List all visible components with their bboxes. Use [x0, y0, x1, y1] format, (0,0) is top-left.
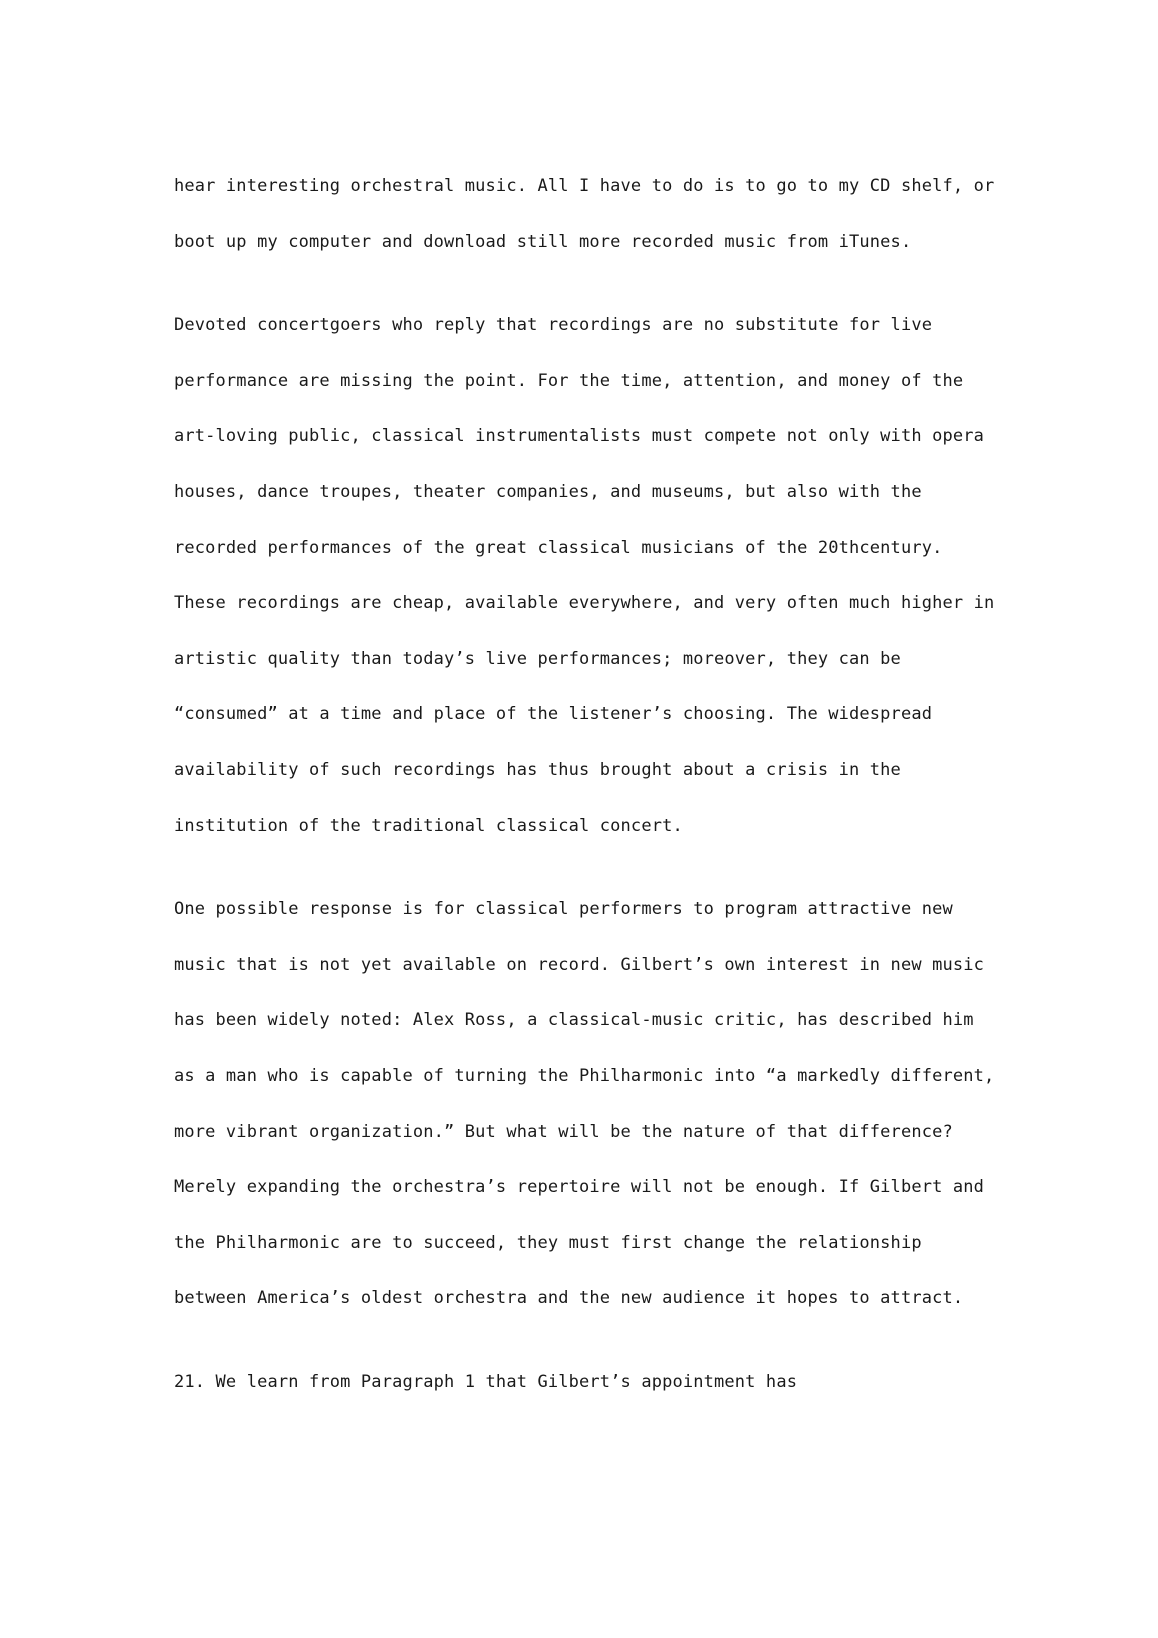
- text-line: has been widely noted: Alex Ross, a classical-music critic, has described him: [174, 1010, 974, 1031]
- text-line: Devoted concertgoers who reply that recordings are no substitute for live: [174, 315, 933, 336]
- text-line: music that is not yet available on record. Gilbert’s own interest in new music: [174, 954, 985, 975]
- text-line: more vibrant organization.” But what will be the nature of that difference?: [174, 1121, 953, 1142]
- question-stem: 21. We learn from Paragraph 1 that Gilbert’s appointment has: [174, 1371, 798, 1392]
- text-line: the Philharmonic are to succeed, they must first change the relationship: [174, 1232, 922, 1253]
- text-line: These recordings are cheap, available everywhere, and very often much higher in: [174, 593, 995, 614]
- question-21: [174, 1368, 1004, 1424]
- text-line: One possible response is for classical performers to program attractive new: [174, 899, 953, 920]
- text-line: houses, dance troupes, theater companies, and museums, but also with the: [174, 481, 922, 502]
- text-line: institution of the traditional classical concert.: [174, 815, 683, 836]
- text-line: art-loving public, classical instrumentalists must compete not only with opera: [174, 426, 985, 447]
- text-line: artistic quality than today’s live performances; moreover, they can be: [174, 648, 901, 669]
- paragraph-1: [174, 172, 1004, 283]
- text-line: “consumed” at a time and place of the listener’s choosing. The widespread: [174, 704, 933, 725]
- text-line: hear interesting orchestral music. All I have to do is to go to my CD shelf, or: [174, 176, 995, 196]
- text-line: recorded performances of the great classical musicians of the 20thcentury.: [174, 537, 943, 558]
- paragraph-3: [174, 895, 1004, 1340]
- paragraph-2: [174, 311, 1004, 867]
- text-line: availability of such recordings has thus brought about a crisis in the: [174, 759, 901, 780]
- paragraph-gap: [174, 867, 1004, 895]
- text-line: between America’s oldest orchestra and the new audience it hopes to attract.: [174, 1288, 964, 1309]
- text-line: Merely expanding the orchestra’s repertoire will not be enough. If Gilbert and: [174, 1177, 985, 1198]
- text-line: as a man who is capable of turning the Philharmonic into “a markedly different,: [174, 1065, 995, 1086]
- paragraph-gap: [174, 1340, 1004, 1368]
- text-line: performance are missing the point. For the time, attention, and money of the: [174, 370, 964, 391]
- paragraph-gap: [174, 283, 1004, 311]
- document-body: [174, 172, 1004, 1423]
- text-line: boot up my computer and download still more recorded music from iTunes.: [174, 231, 912, 252]
